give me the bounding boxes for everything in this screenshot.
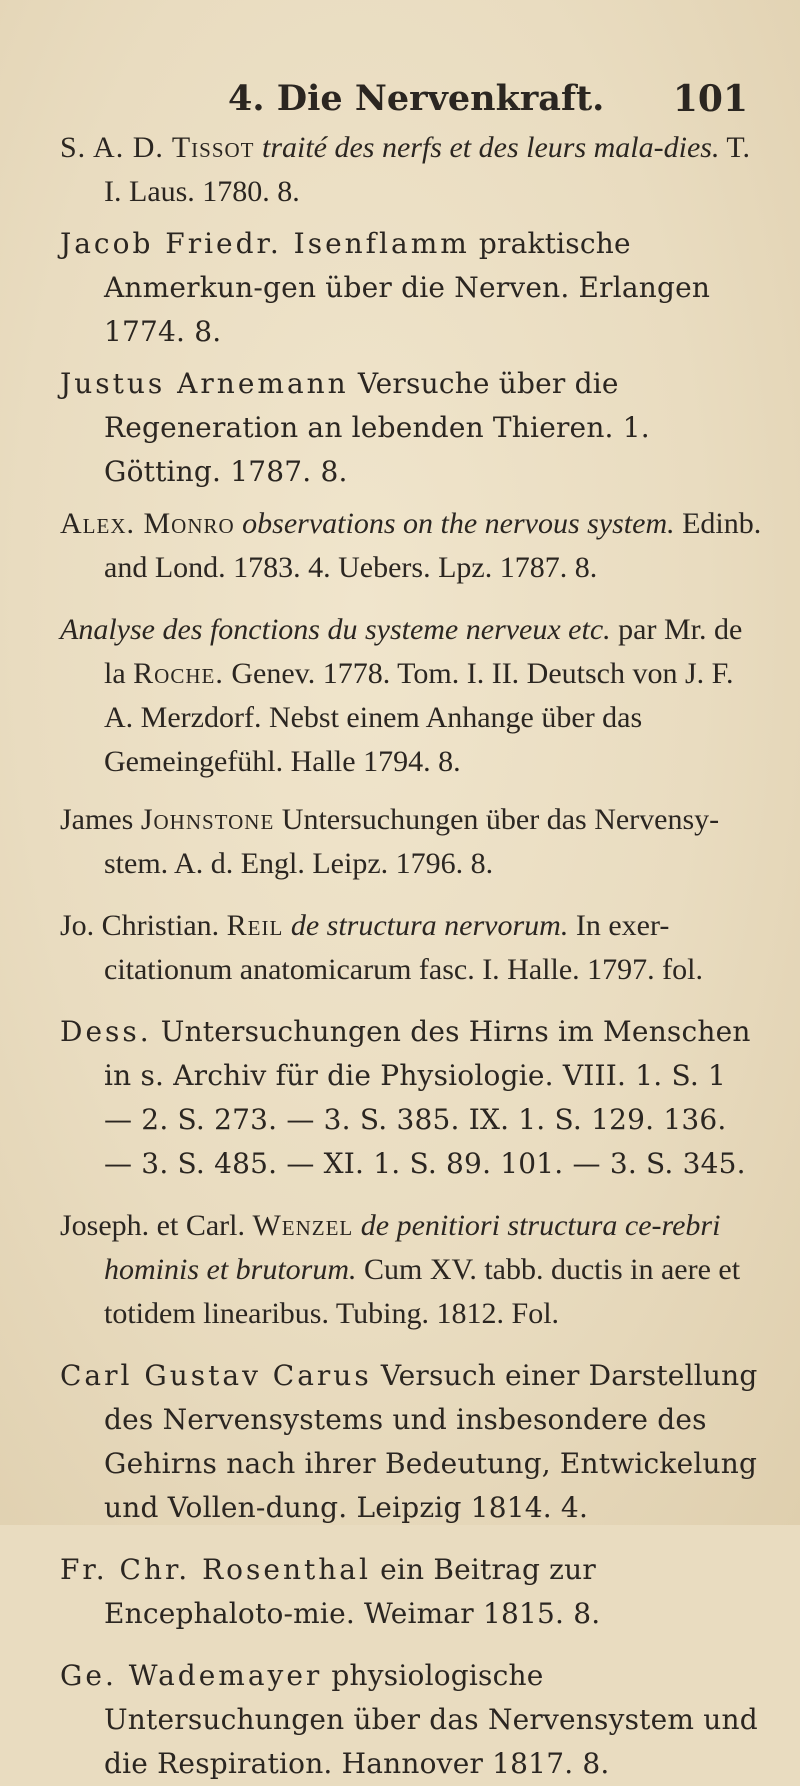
entry-title: Analyse des fonctions du systeme nerveux etc. (60, 613, 611, 646)
entry-title: Untersuchungen des Hirns im Menschen in s. Archiv für die Physiologie. (104, 1015, 751, 1092)
entry-imprint: Edinb. and Lond. 1783. 4. Uebers. Lpz. 1787. 8. (104, 507, 762, 584)
entry-author-first: James (60, 803, 134, 836)
page-number: 101 (672, 78, 748, 120)
entry-imprint: Weimar 1815. 8. (364, 1597, 601, 1630)
entry-author: Wenzel (252, 1209, 354, 1242)
entry-author-first: Joseph. et Carl. (60, 1209, 245, 1242)
entry-author: Fr. Chr. Rosenthal (60, 1553, 371, 1586)
entry-author-first: Jo. Christian. (60, 909, 220, 942)
entry-title: Versuche über die Regeneration an lebenden Thieren. (104, 367, 619, 444)
entry-imprint: 1. Götting. 1787. 8. (104, 411, 650, 488)
entry-title: de penitiori structura ce-rebri hominis et brutorum. (104, 1209, 721, 1286)
entry-title: ein Beitrag zur Encephaloto-mie. (104, 1553, 596, 1630)
entry-imprint: VIII. 1. S. 1 — 2. S. 273. — 3. S. 385. IX. 1. S. 129. 136. — 3. S. 485. — XI. 1. S. 89. 101. — 3. S. 345. (104, 1059, 746, 1180)
entry-author: Dess. (60, 1015, 152, 1048)
bibliography-entry (0, 608, 800, 784)
bibliography-entry (0, 1654, 800, 1786)
entry-author: Ge. Wademayer (60, 1659, 323, 1692)
entry-imprint: In exer-citationum anatomicarum fasc. I. Halle. 1797. fol. (104, 909, 703, 986)
bibliography-entry (0, 126, 800, 214)
entry-title: praktische Anmerkun-gen über die Nerven. (104, 227, 631, 304)
bibliography-entry (0, 502, 800, 590)
bibliography-entry (0, 222, 800, 354)
entry-by: par Mr. de la (104, 613, 743, 690)
entry-author: Alex. Monro (60, 507, 235, 540)
entry-imprint: Erlangen 1774. 8. (104, 271, 711, 348)
entry-author: Reil (226, 909, 284, 942)
entry-author: Carl Gustav Carus (60, 1359, 372, 1392)
entry-title: Versuch einer Darstellung des Nervensystems und insbesondere des Gehirns nach ihrer Bedeutung, Entwickelung und Vollen-dung. (104, 1359, 758, 1524)
entry-author: Johnstone (140, 803, 275, 836)
bibliography-entry (0, 1354, 800, 1530)
bibliography-entry (0, 904, 800, 992)
entry-title: observations on the nervous system. (242, 507, 675, 540)
bibliography-list (0, 126, 800, 1786)
entry-imprint: Cum XV. tabb. ductis in aere et totidem linearibus. Tubing. 1812. Fol. (104, 1253, 741, 1330)
entry-title: de structura nervorum. (290, 909, 569, 942)
entry-author: Roche. (133, 657, 224, 690)
bibliography-entry (0, 362, 800, 494)
entry-imprint: A. d. Engl. Leipz. 1796. 8. (174, 847, 494, 880)
entry-title: physiologische Untersuchungen über das Nervensystem und die Respiration. (104, 1659, 758, 1780)
entry-author: Jacob Friedr. Isenflamm (60, 227, 470, 260)
bibliography-entry (0, 1010, 800, 1186)
entry-title: traité des nerfs et des leurs mala-dies. (262, 131, 720, 164)
running-head: 4. Die Nervenkraft. (228, 78, 605, 119)
entry-imprint: Hannover 1817. 8. (341, 1747, 610, 1780)
entry-imprint: T. I. Laus. 1780. 8. (104, 131, 751, 208)
bibliography-entry (0, 798, 800, 886)
bibliography-entry (0, 1204, 800, 1336)
page-header (0, 74, 800, 124)
entry-title: Untersuchungen über das Nervensy-stem. (104, 803, 720, 880)
bibliography-entry (0, 1548, 800, 1636)
entry-imprint: Leipzig 1814. 4. (356, 1491, 589, 1524)
entry-imprint: Genev. 1778. Tom. I. II. Deutsch von J. F. A. Merzdorf. Nebst einem Anhange über das Gemeingefühl. Halle 1794. 8. (104, 657, 734, 778)
entry-author: S. A. D. Tissot (60, 131, 255, 164)
entry-author: Justus Arnemann (60, 367, 349, 400)
